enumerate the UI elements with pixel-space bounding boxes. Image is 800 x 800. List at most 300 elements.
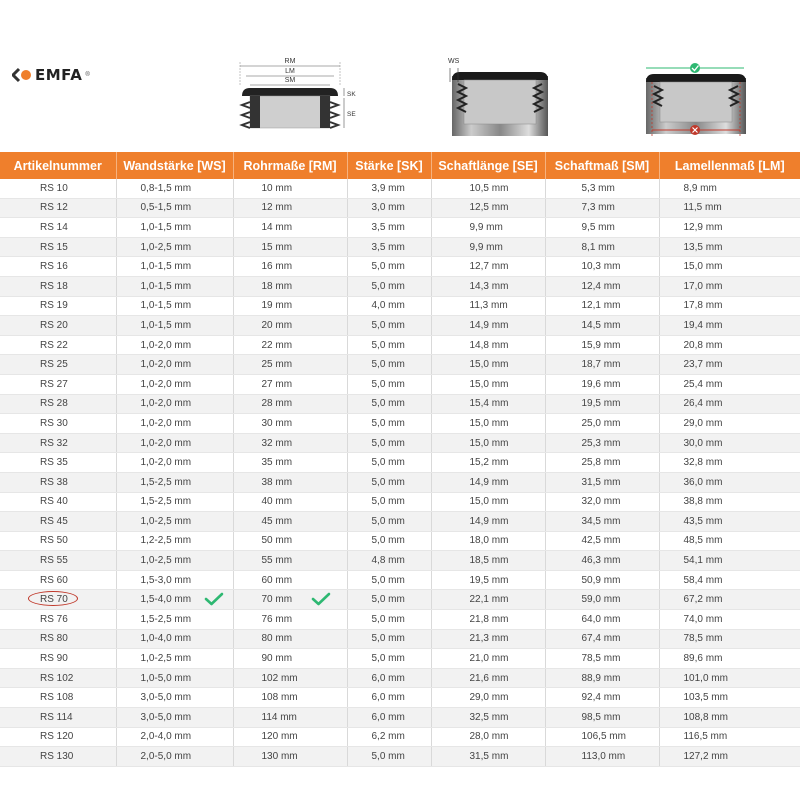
cell-text: 28 mm [261, 398, 293, 410]
table-cell [347, 316, 431, 336]
table-cell [0, 276, 116, 296]
cell-text: RS 27 [40, 378, 68, 390]
table-cell [0, 374, 116, 394]
cell-text: RS 108 [40, 692, 74, 704]
table-cell [233, 590, 347, 610]
cell-text: 5,0 mm [371, 417, 405, 429]
table-cell [233, 570, 347, 590]
cell-text: 58,4 mm [683, 574, 723, 586]
cell-text: 12,7 mm [469, 261, 509, 273]
table-cell [0, 355, 116, 375]
cell-text: 1,0-1,5 mm [140, 280, 192, 292]
cell-text: 29,0 mm [469, 692, 509, 704]
table-row[interactable] [0, 179, 800, 198]
cell-text: RS 45 [40, 515, 68, 527]
cell-text: 5,0 mm [371, 280, 405, 292]
table-cell [659, 610, 800, 630]
table-cell [545, 355, 659, 375]
table-row[interactable] [0, 198, 800, 218]
table-cell [545, 335, 659, 355]
table-cell [659, 649, 800, 669]
cell-text: RS 102 [40, 672, 74, 684]
cell-text: RS 12 [40, 202, 68, 214]
cell-text: 78,5 mm [683, 633, 723, 645]
cell-text: 32,5 mm [469, 711, 509, 723]
cell-text: 8,9 mm [683, 182, 717, 194]
check-icon [203, 592, 225, 606]
table-cell [0, 727, 116, 747]
table-cell [545, 257, 659, 277]
table-cell [545, 610, 659, 630]
column-header[interactable]: Wandstärke [WS] [116, 152, 233, 179]
cell-text: 3,0 mm [371, 202, 405, 214]
cell-text: RS 15 [40, 241, 68, 253]
cell-text: 19,4 mm [683, 319, 723, 331]
cell-text: 28,0 mm [469, 731, 509, 743]
table-cell [116, 394, 233, 414]
cell-text: 6,0 mm [371, 672, 405, 684]
table-row[interactable] [0, 747, 800, 767]
table-cell [347, 355, 431, 375]
cell-text: 5,0 mm [371, 751, 405, 763]
cell-text: 11,3 mm [469, 300, 508, 312]
cell-text: 9,9 mm [469, 221, 503, 233]
cell-text: 25,3 mm [581, 437, 621, 449]
cell-text: 26,4 mm [683, 398, 723, 410]
table-row[interactable] [0, 394, 800, 414]
table-cell [0, 610, 116, 630]
table-cell [431, 727, 545, 747]
cell-text: RS 60 [40, 574, 68, 586]
table-cell [116, 551, 233, 571]
table-cell [0, 688, 116, 708]
emfa-logo[interactable] [12, 66, 90, 84]
cell-text: 34,5 mm [581, 515, 621, 527]
cell-text: 32,0 mm [581, 496, 621, 508]
cell-text: 5,0 mm [371, 613, 405, 625]
table-cell [347, 179, 431, 198]
column-header[interactable]: Rohrmaße [RM] [233, 152, 347, 179]
cell-text: 1,0-2,0 mm [140, 378, 192, 390]
table-cell [233, 237, 347, 257]
product-table [0, 152, 800, 767]
cell-text: RS 90 [40, 653, 68, 665]
table-cell [545, 198, 659, 218]
table-cell [116, 472, 233, 492]
cell-text: 5,0 mm [371, 535, 405, 547]
table-cell [116, 668, 233, 688]
table-row[interactable] [0, 531, 800, 551]
table-cell [545, 551, 659, 571]
table-cell [0, 551, 116, 571]
cell-text: 15,0 mm [469, 437, 509, 449]
table-cell [233, 414, 347, 434]
cell-text: 5,0 mm [371, 594, 405, 606]
table-cell [545, 688, 659, 708]
table-cell [233, 433, 347, 453]
cell-text: 30,0 mm [683, 437, 723, 449]
table-cell [659, 218, 800, 238]
table-cell [659, 355, 800, 375]
table-cell [233, 453, 347, 473]
label-rm: RM [284, 58, 296, 65]
cell-text: 42,5 mm [581, 535, 621, 547]
cell-text: 15,0 mm [469, 496, 509, 508]
table-cell [545, 512, 659, 532]
table-cell [0, 453, 116, 473]
cell-text: 1,0-1,5 mm [140, 221, 192, 233]
table-cell [659, 727, 800, 747]
cell-text: 127,2 mm [683, 751, 728, 763]
cell-text: 15,0 mm [683, 261, 723, 273]
table-row[interactable] [0, 492, 800, 512]
cell-text: 5,0 mm [371, 437, 405, 449]
cell-text: 5,0 mm [371, 378, 405, 390]
table-row[interactable] [0, 688, 800, 708]
logo-registered-mark: ® [85, 72, 90, 78]
cell-text: 80 mm [261, 633, 293, 645]
cell-text: 15,9 mm [581, 339, 621, 351]
cell-text: 11,5 mm [683, 202, 722, 214]
table-cell [0, 335, 116, 355]
highlight-circle [28, 591, 78, 606]
cell-text: 18,7 mm [581, 359, 621, 371]
cell-text: RS 80 [40, 633, 68, 645]
table-row[interactable] [0, 472, 800, 492]
header-area [0, 0, 800, 150]
table-cell [0, 472, 116, 492]
cell-text: 1,0-2,0 mm [140, 339, 192, 351]
cell-text: 15 mm [261, 241, 293, 253]
cell-text: 98,5 mm [581, 711, 621, 723]
cell-text: 31,5 mm [469, 751, 509, 763]
table-cell [659, 316, 800, 336]
cell-text: 1,0-5,0 mm [140, 672, 192, 684]
table-row[interactable] [0, 433, 800, 453]
cell-text: 7,3 mm [581, 202, 615, 214]
table-cell [347, 237, 431, 257]
table-cell [233, 394, 347, 414]
cell-text: 14,9 mm [469, 515, 509, 527]
dimension-diagram [232, 52, 362, 137]
table-cell [431, 179, 545, 198]
table-cell [116, 414, 233, 434]
table-cell [431, 629, 545, 649]
cell-text: 17,0 mm [683, 280, 723, 292]
table-cell [0, 649, 116, 669]
table-cell [233, 179, 347, 198]
table-cell [347, 570, 431, 590]
table-cell [0, 629, 116, 649]
cell-text: 5,0 mm [371, 339, 405, 351]
cell-text: 15,0 mm [469, 378, 509, 390]
cell-text: RS 40 [40, 496, 68, 508]
cell-text: RS 114 [40, 711, 73, 723]
cell-text: 59,0 mm [581, 594, 621, 606]
table-cell [659, 590, 800, 610]
cell-text: 25,0 mm [581, 417, 621, 429]
table-cell [116, 747, 233, 767]
cell-text: 90 mm [261, 653, 293, 665]
cell-text: 89,6 mm [683, 653, 723, 665]
table-cell [659, 492, 800, 512]
cell-text: 19 mm [261, 300, 293, 312]
table-row[interactable] [0, 296, 800, 316]
cell-text: 5,0 mm [371, 515, 405, 527]
table-cell [431, 708, 545, 728]
label-lm: LM [285, 68, 295, 75]
cell-text: RS 14 [40, 221, 68, 233]
table-cell [116, 570, 233, 590]
table-cell [116, 433, 233, 453]
cell-text: 12,1 mm [581, 300, 621, 312]
cell-text: 10,3 mm [581, 261, 621, 273]
table-cell [347, 433, 431, 453]
logo-text: EMFA [35, 66, 83, 84]
cell-text: 14,9 mm [469, 319, 509, 331]
cell-text: RS 20 [40, 319, 68, 331]
table-cell [347, 335, 431, 355]
table-cell [347, 629, 431, 649]
cell-text: 108,8 mm [683, 711, 728, 723]
cell-text: 23,7 mm [683, 359, 723, 371]
table-cell [659, 414, 800, 434]
table-header-row [0, 152, 800, 179]
table-row[interactable] [0, 453, 800, 473]
cell-text: 48,5 mm [683, 535, 723, 547]
cell-text: 15,2 mm [469, 457, 509, 469]
cell-text: 22,1 mm [469, 594, 509, 606]
table-cell [233, 747, 347, 767]
table-cell [233, 355, 347, 375]
table-cell [233, 257, 347, 277]
table-cell [116, 257, 233, 277]
check-icon [310, 592, 332, 606]
table-cell [0, 218, 116, 238]
table-cell [347, 649, 431, 669]
cell-text: 5,0 mm [371, 633, 405, 645]
table-cell [347, 257, 431, 277]
table-cell [116, 316, 233, 336]
table-row[interactable] [0, 590, 800, 610]
cell-text: 14,3 mm [469, 280, 509, 292]
cell-text: 6,2 mm [371, 731, 405, 743]
table-row[interactable] [0, 218, 800, 238]
table-cell [545, 414, 659, 434]
table-cell [233, 610, 347, 630]
cell-text: 38 mm [261, 476, 293, 488]
cell-text: 22 mm [261, 339, 293, 351]
table-cell [659, 335, 800, 355]
cell-text: 6,0 mm [371, 711, 405, 723]
cell-text: 17,8 mm [683, 300, 723, 312]
table-row[interactable] [0, 629, 800, 649]
cell-text: 1,5-4,0 mm [140, 594, 192, 606]
cell-text: 1,0-2,5 mm [140, 515, 192, 527]
cell-text: 32,8 mm [683, 457, 723, 469]
cell-text: 12,4 mm [581, 280, 621, 292]
table-cell [233, 531, 347, 551]
table-row[interactable] [0, 257, 800, 277]
table-cell [347, 394, 431, 414]
table-row[interactable] [0, 355, 800, 375]
table-row[interactable] [0, 551, 800, 571]
column-header[interactable]: Lamellenmaß [LM] [659, 152, 800, 179]
table-cell [116, 453, 233, 473]
table-cell [659, 668, 800, 688]
cell-text: RS 28 [40, 398, 68, 410]
table-body [0, 179, 800, 766]
cell-text: 46,3 mm [581, 555, 621, 567]
table-row[interactable] [0, 316, 800, 336]
cell-text: 64,0 mm [581, 613, 621, 625]
table-cell [116, 276, 233, 296]
table-cell [347, 688, 431, 708]
table-cell [431, 688, 545, 708]
table-cell [659, 531, 800, 551]
table-cell [233, 512, 347, 532]
cell-text: RS 55 [40, 555, 68, 567]
cell-text: 1,0-1,5 mm [140, 261, 192, 273]
table-cell [116, 335, 233, 355]
label-sm: SM [284, 77, 296, 84]
ws-photo [446, 58, 550, 136]
table-row[interactable] [0, 668, 800, 688]
table-cell [545, 649, 659, 669]
cell-text: 27 mm [261, 378, 293, 390]
table-cell [233, 649, 347, 669]
table-cell [545, 492, 659, 512]
cell-text: 60 mm [261, 574, 293, 586]
cell-text: 1,0-2,5 mm [140, 241, 192, 253]
table-cell [545, 747, 659, 767]
cell-text: 9,9 mm [469, 241, 503, 253]
table-cell [347, 453, 431, 473]
cell-text: RS 35 [40, 457, 68, 469]
cell-text: RS 19 [40, 300, 68, 312]
cell-text: 40 mm [261, 496, 293, 508]
table-cell [0, 570, 116, 590]
table-row[interactable] [0, 570, 800, 590]
table-row[interactable] [0, 649, 800, 669]
table-row[interactable] [0, 335, 800, 355]
table-cell [233, 492, 347, 512]
table-cell [545, 433, 659, 453]
cell-text: RS 70 [40, 594, 68, 606]
table-cell [659, 570, 800, 590]
cell-text: 5,0 mm [371, 496, 405, 508]
cell-text: 102 mm [261, 672, 298, 684]
table-cell [233, 296, 347, 316]
table-cell [431, 433, 545, 453]
cell-text: RS 10 [40, 182, 68, 194]
table-row[interactable] [0, 237, 800, 257]
cell-text: 32 mm [261, 437, 293, 449]
table-cell [659, 179, 800, 198]
cell-text: 5,0 mm [371, 398, 405, 410]
table-cell [431, 414, 545, 434]
cell-text: 114 mm [261, 711, 297, 723]
table-cell [431, 492, 545, 512]
cell-text: 1,0-1,5 mm [140, 319, 192, 331]
table-cell [659, 472, 800, 492]
column-header[interactable]: Artikelnummer [0, 152, 116, 179]
cell-text: RS 30 [40, 417, 68, 429]
cell-text: 35 mm [261, 457, 293, 469]
table-cell [347, 218, 431, 238]
table-row[interactable] [0, 610, 800, 630]
cell-text: RS 50 [40, 535, 68, 547]
table-row[interactable] [0, 276, 800, 296]
cell-text: 18,0 mm [469, 535, 509, 547]
table-cell [116, 237, 233, 257]
table-cell [233, 374, 347, 394]
cell-text: 76 mm [261, 613, 293, 625]
tube-fit-photo [640, 58, 752, 138]
cell-text: 25,4 mm [683, 378, 723, 390]
table-cell [659, 276, 800, 296]
table-cell [0, 316, 116, 336]
table-cell [233, 198, 347, 218]
table-row[interactable] [0, 414, 800, 434]
table-cell [431, 610, 545, 630]
table-row[interactable] [0, 374, 800, 394]
table-cell [545, 708, 659, 728]
table-row[interactable] [0, 512, 800, 532]
cell-text: 2,0-5,0 mm [140, 751, 192, 763]
table-cell [545, 276, 659, 296]
column-header[interactable]: Schaftlänge [SE] [431, 152, 545, 179]
table-cell [116, 198, 233, 218]
table-cell [116, 629, 233, 649]
table-cell [0, 296, 116, 316]
cell-text: 3,5 mm [371, 221, 405, 233]
table-cell [0, 237, 116, 257]
column-header[interactable]: Schaftmaß [SM] [545, 152, 659, 179]
table-cell [116, 531, 233, 551]
table-cell [0, 531, 116, 551]
table-cell [233, 727, 347, 747]
cell-text: 9,5 mm [581, 221, 615, 233]
cell-text: 67,4 mm [581, 633, 621, 645]
table-cell [233, 316, 347, 336]
table-cell [0, 590, 116, 610]
label-sk: SK [347, 91, 356, 98]
cell-text: RS 38 [40, 476, 68, 488]
cell-text: 130 mm [261, 751, 298, 763]
cell-text: 0,8-1,5 mm [140, 182, 192, 194]
cell-text: 38,8 mm [683, 496, 723, 508]
column-header[interactable]: Stärke [SK] [347, 152, 431, 179]
table-cell [431, 198, 545, 218]
table-row[interactable] [0, 727, 800, 747]
table-row[interactable] [0, 708, 800, 728]
table-cell [659, 237, 800, 257]
table-cell [116, 374, 233, 394]
table-cell [116, 708, 233, 728]
check-circle-icon [690, 63, 700, 73]
table-cell [545, 296, 659, 316]
cell-text: 0,5-1,5 mm [140, 202, 192, 214]
table-cell [347, 472, 431, 492]
table-cell [116, 296, 233, 316]
table-cell [431, 276, 545, 296]
cell-text: 12,5 mm [469, 202, 509, 214]
cell-text: RS 22 [40, 339, 68, 351]
cell-text: 1,0-2,0 mm [140, 437, 192, 449]
cell-text: 14,9 mm [469, 476, 509, 488]
cell-text: 5,0 mm [371, 319, 405, 331]
